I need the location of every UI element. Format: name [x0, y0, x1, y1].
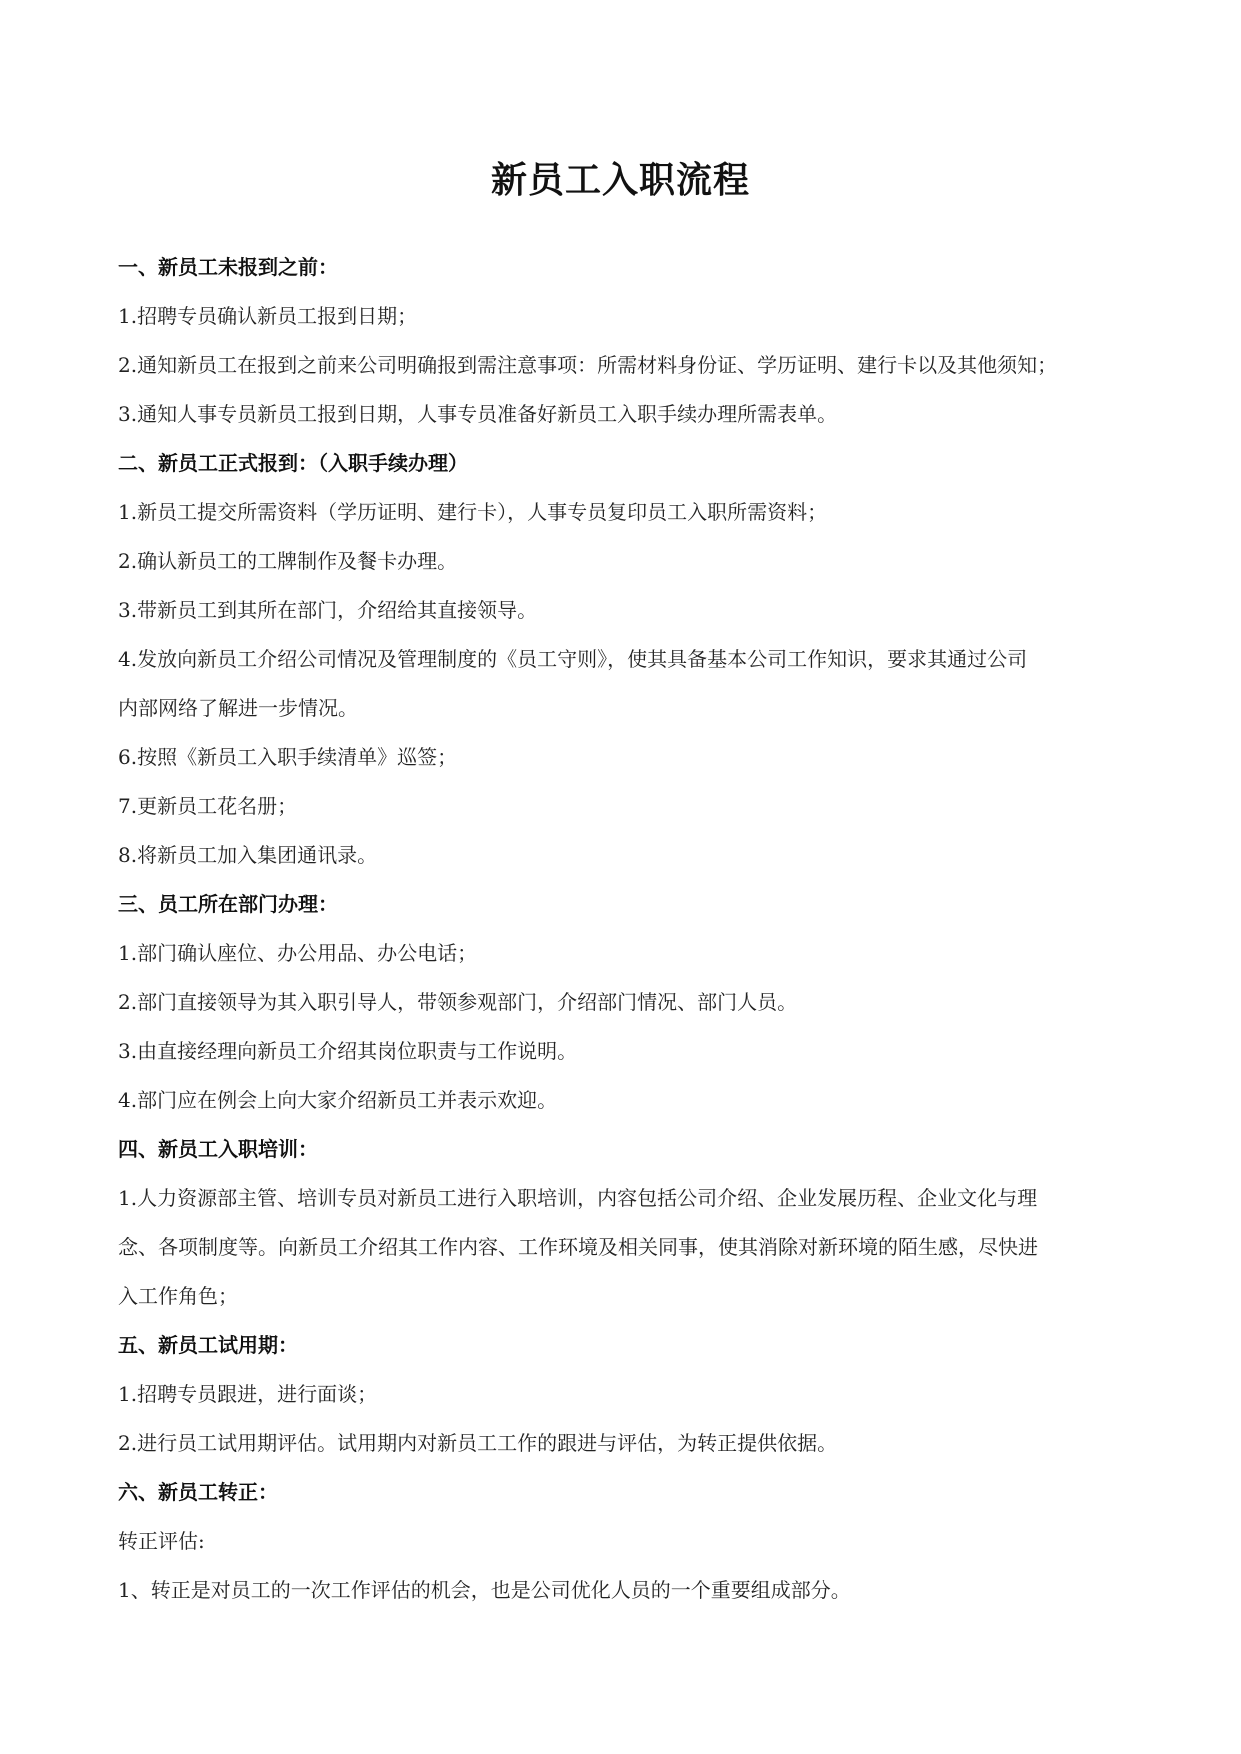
paragraph-line: 内部网络了解进一步情况。: [118, 696, 358, 720]
section-heading: 五、新员工试用期：: [118, 1333, 298, 1357]
section-heading: 二、新员工正式报到：（入职手续办理）: [118, 451, 468, 475]
section-heading: 六、新员工转正：: [118, 1480, 278, 1504]
document-title: 新员工入职流程: [490, 159, 750, 201]
paragraph-line: 1.招聘专员确认新员工报到日期；: [118, 304, 418, 328]
paragraph-line: 2.进行员工试用期评估。试用期内对新员工工作的跟进与评估，为转正提供依据。: [118, 1431, 838, 1455]
paragraph-line: 2.通知新员工在报到之前来公司明确报到需注意事项：所需材料身份证、学历证明、建行卡以及其他须知；: [118, 353, 1058, 377]
paragraph-line: 3.由直接经理向新员工介绍其岗位职责与工作说明。: [118, 1039, 578, 1063]
paragraph-line: 1、转正是对员工的一次工作评估的机会，也是公司优化人员的一个重要组成部分。: [118, 1578, 851, 1602]
paragraph-line: 念、各项制度等。向新员工介绍其工作内容、工作环境及相关同事，使其消除对新环境的陌生感，尽快进: [118, 1235, 1038, 1259]
paragraph-line: 8.将新员工加入集团通讯录。: [118, 843, 378, 867]
paragraph-line: 3.带新员工到其所在部门，介绍给其直接领导。: [118, 598, 538, 622]
paragraph-line: 1.新员工提交所需资料（学历证明、建行卡），人事专员复印员工入职所需资料；: [118, 500, 828, 524]
paragraph-line: 转正评估:: [118, 1529, 205, 1553]
section-heading: 三、员工所在部门办理：: [118, 892, 338, 916]
paragraph-line: 4.发放向新员工介绍公司情况及管理制度的《员工守则》，使其具备基本公司工作知识，要求其通过公司: [118, 647, 1028, 671]
paragraph-line: 2.确认新员工的工牌制作及餐卡办理。: [118, 549, 458, 573]
section-heading: 四、新员工入职培训：: [118, 1137, 318, 1161]
paragraph-line: 7.更新员工花名册；: [118, 794, 298, 818]
paragraph-line: 1.人力资源部主管、培训专员对新员工进行入职培训，内容包括公司介绍、企业发展历程、企业文化与理: [118, 1186, 1038, 1210]
paragraph-line: 1.招聘专员跟进，进行面谈；: [118, 1382, 378, 1406]
paragraph-line: 4.部门应在例会上向大家介绍新员工并表示欢迎。: [118, 1088, 558, 1112]
paragraph-line: 6.按照《新员工入职手续清单》巡签；: [118, 745, 458, 769]
paragraph-line: 入工作角色；: [118, 1284, 238, 1308]
paragraph-line: 2.部门直接领导为其入职引导人，带领参观部门，介绍部门情况、部门人员。: [118, 990, 798, 1014]
document-body: [118, 243, 1128, 1615]
section-heading: 一、新员工未报到之前：: [118, 255, 338, 279]
paragraph-line: 3.通知人事专员新员工报到日期，人事专员准备好新员工入职手续办理所需表单。: [118, 402, 838, 426]
paragraph-line: 1.部门确认座位、办公用品、办公电话；: [118, 941, 478, 965]
